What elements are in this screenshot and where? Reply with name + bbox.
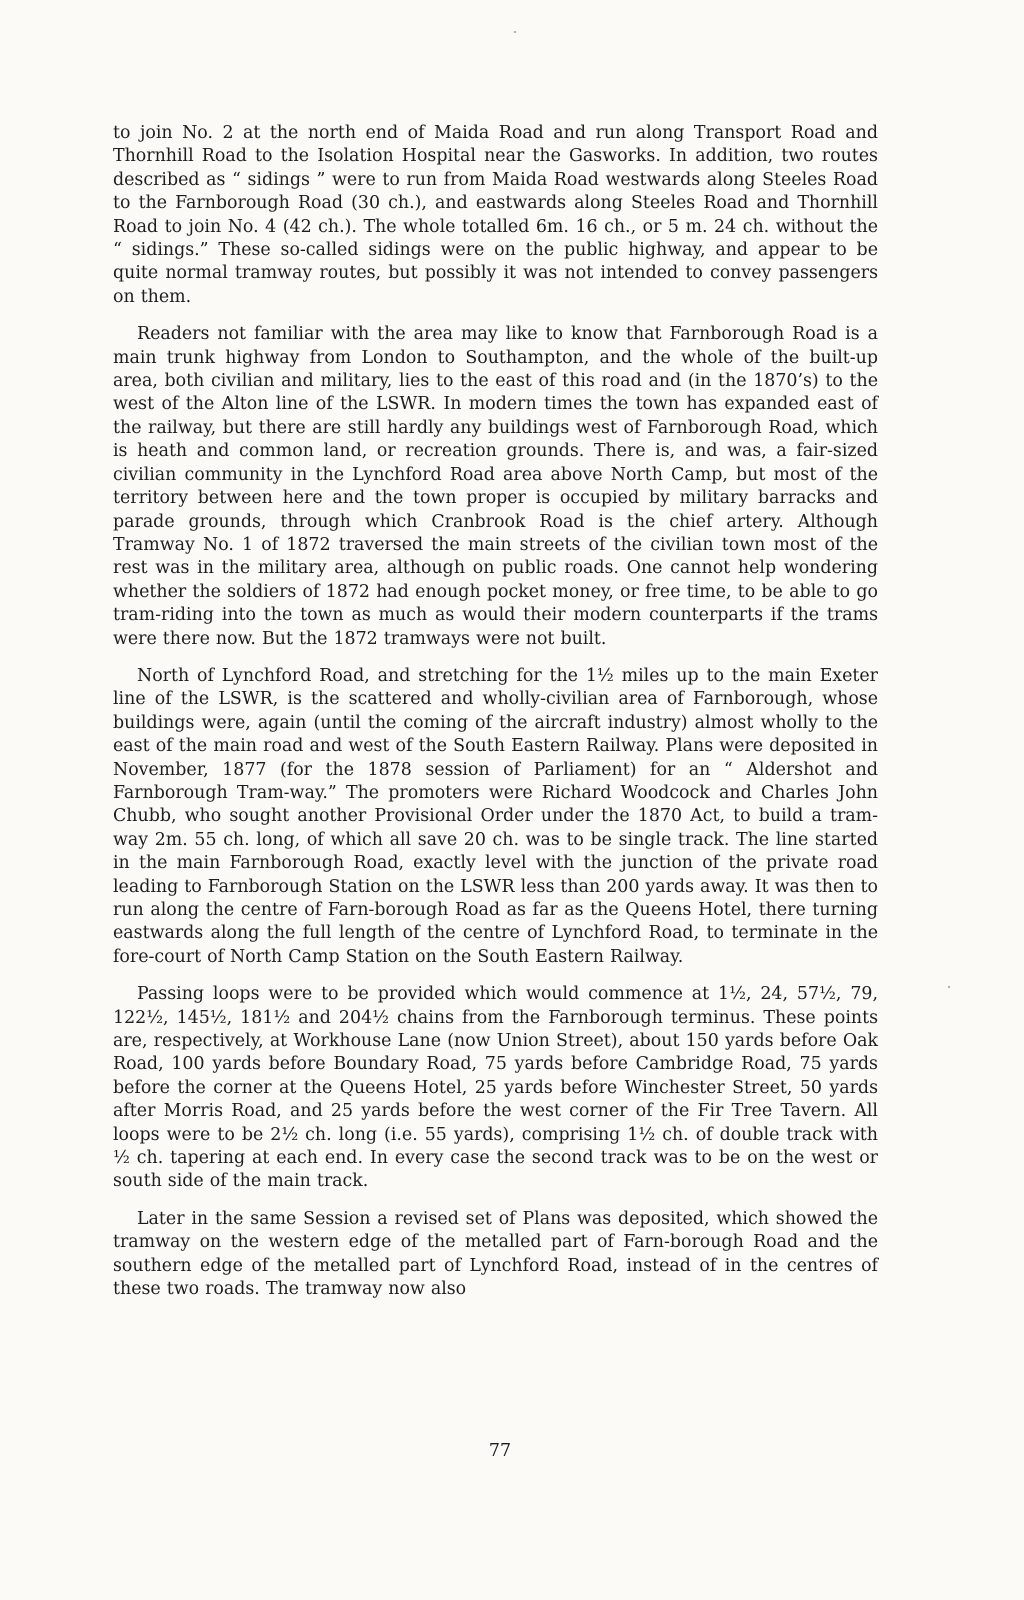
page-body bbox=[113, 122, 878, 1316]
scan-speck bbox=[948, 986, 950, 988]
paragraph-lynchford-road: North of Lynchford Road, and stretching for the 1½ miles up to the main Exeter line of the LSWR, is the scattered and wholly-civilian area of Farnborough, whose buildings were, again (until the coming of the aircraft industry) almost wholly to the east of the main road and west of the South Eastern Railway. Plans were deposited in November, 1877 (for the 1878 session of Parliament) for an “ Aldershot and Farnborough Tram-way.” The promoters were Richard Woodcock and Charles John Chubb, who sought another Provisional Order under the 1870 Act, to build a tram-way 2m. 55 ch. long, of which all save 20 ch. was to be single track. The line started in the main Farnborough Road, exactly level with the junction of the private road leading to Farnborough Station on the LSWR less than 200 yards away. It was then to run along the centre of Farn-borough Road as far as the Queens Hotel, there turning eastwards along the full length of the centre of Lynchford Road, to terminate in the fore-court of North Camp Station on the South Eastern Railway. bbox=[113, 665, 878, 967]
paragraph-passing-loops: Passing loops were to be provided which would commence at 1½, 24, 57½, 79, 122½, 145½, 181½ and 204½ chains from the Farnborough terminus. These points are, respectively, at Workhouse Lane (now Union Street), about 150 yards before Oak Road, 100 yards before Boundary Road, 75 yards before Cambridge Road, 75 yards before the corner at the Queens Hotel, 25 yards before Winchester Street, 50 yards after Morris Road, and 25 yards before the west corner of the Fir Tree Tavern. All loops were to be 2½ ch. long (i.e. 55 yards), comprising 1½ ch. of double track with ½ ch. tapering at each end. In every case the second track was to be on the west or south side of the main track. bbox=[113, 984, 878, 1192]
paragraph-revised-plans: Later in the same Session a revised set of Plans was deposited, which showed the tramway on the western edge of the metalled part of Farn-borough Road and the southern edge of the metalled part of Lynchford Road, instead of in the centres of these two roads. The tramway now also bbox=[113, 1208, 878, 1300]
scan-speck bbox=[514, 31, 516, 33]
paragraph-continuation: to join No. 2 at the north end of Maida Road and run along Transport Road and Thornhill Road to the Isolation Hospital near the Gasworks. In addition, two routes described as “ sidings ” were to run from Maida Road westwards along Steeles Road to the Farnborough Road (30 ch.), and eastwards along Steeles Road and Thornhill Road to join No. 4 (42 ch.). The whole totalled 6m. 16 ch., or 5 m. 24 ch. without the “ sidings.” These so-called sidings were on the public highway, and appear to be quite normal tramway routes, but possibly it was not intended to convey passengers on them. bbox=[113, 123, 878, 307]
page-number: 77 bbox=[488, 1441, 512, 1461]
paragraph-farnborough-road: Readers not familiar with the area may like to know that Farnborough Road is a main trunk highway from London to Southampton, and the whole of the built-up area, both civilian and military, lies to the east of this road and (in the 1870’s) to the west of the Alton line of the LSWR. In modern times the town has expanded east of the railway, but there are still hardly any buildings west of Farnborough Road, which is heath and common land, or recreation grounds. There is, and was, a fair-sized civilian community in the Lynchford Road area above North Camp, but most of the territory between here and the town proper is occupied by military barracks and parade grounds, through which Cranbrook Road is the chief artery. Although Tramway No. 1 of 1872 traversed the main streets of the civilian town most of the rest was in the military area, although on public roads. One cannot help wondering whether the soldiers of 1872 had enough pocket money, or free time, to be able to go tram-riding into the town as much as would their modern counterparts if the trams were there now. But the 1872 tramways were not built. bbox=[113, 324, 878, 649]
